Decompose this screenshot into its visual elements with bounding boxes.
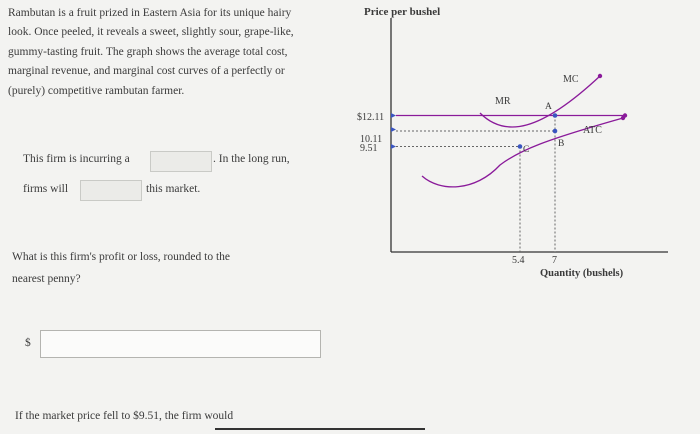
intro-line: look. Once peeled, it reveals a sweet, slightly sour, grape-like, <box>8 26 294 39</box>
question-intro <box>8 4 343 101</box>
atc-endpoint <box>621 116 625 120</box>
line1-prefix: This firm is incurring a <box>23 153 130 165</box>
cost-curves-chart <box>340 0 700 300</box>
point-b <box>553 129 558 134</box>
profit-loss-dropdown[interactable] <box>150 151 212 172</box>
mr-label: MR <box>495 96 511 107</box>
line1-suffix: . In the long run, <box>213 153 290 165</box>
x-tick-label: 7 <box>552 255 557 266</box>
intro-line: gummy-tasting fruit. The graph shows the average total cost, <box>8 45 288 58</box>
profit-answer-input[interactable] <box>40 330 321 358</box>
next-question-text: If the market price fell to $9.51, the firm would <box>15 410 234 422</box>
line2-suffix: this market. <box>146 183 201 195</box>
y-axis-label: Price per bushel <box>364 6 441 18</box>
y-tick-marker <box>391 144 396 149</box>
enter-exit-dropdown[interactable] <box>80 180 142 201</box>
y-tick-label: $12.11 <box>357 112 385 123</box>
mc-endpoint <box>598 74 602 78</box>
point-c-label: C <box>523 145 530 155</box>
intro-line: (purely) competitive rambutan farmer. <box>8 84 185 97</box>
x-axis-label: Quantity (bushels) <box>540 268 624 279</box>
line2-prefix: firms will <box>23 183 69 195</box>
point-a <box>553 113 558 118</box>
y-tick-marker <box>391 127 396 132</box>
currency-symbol: $ <box>25 337 31 349</box>
point-a-label: A <box>545 102 552 112</box>
intro-line: Rambutan is a fruit prized in Eastern Asia for its unique hairy <box>8 7 292 19</box>
bottom-rule <box>215 428 425 430</box>
y-tick-label: 9.51 <box>360 143 378 154</box>
profit-question-line: What is this firm's profit or loss, rounded to the <box>12 251 230 263</box>
atc-label: ATC <box>583 125 602 136</box>
y-tick-marker <box>391 113 396 118</box>
profit-question-line: nearest penny? <box>12 273 81 285</box>
x-tick-label: 5.4 <box>512 255 525 266</box>
point-b-label: B <box>558 139 565 149</box>
y-tick-label: 10.11 <box>360 134 383 145</box>
mc-label: MC <box>563 74 579 85</box>
intro-line: marginal revenue, and marginal cost curves of a perfectly or <box>8 65 285 78</box>
point-c <box>518 144 523 149</box>
